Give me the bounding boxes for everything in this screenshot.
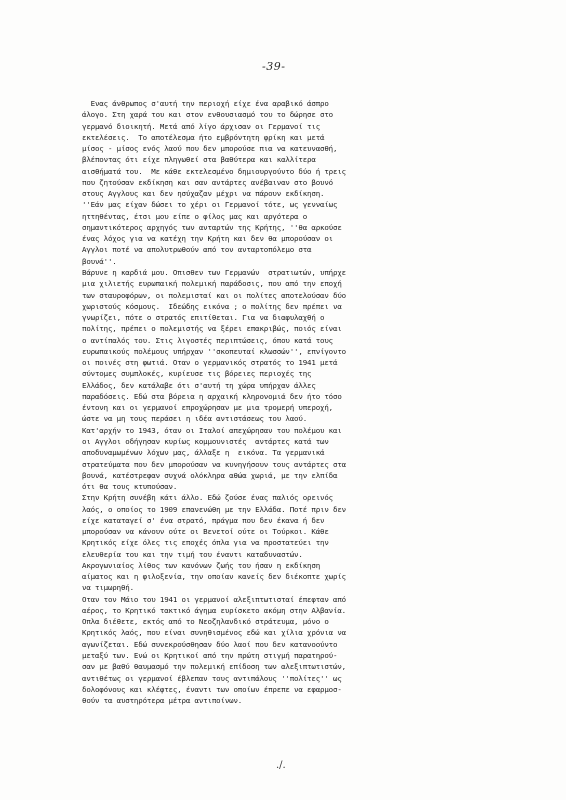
text-line: γερμανό διοικητή. Μετά από λίγο άρχισαν οι Γερμανοί τις	[82, 121, 321, 131]
text-line: μίσος - μίσος ενός λαού που δεν μπορούσε πια να κατευνασθή,	[82, 144, 338, 154]
text-line: οι Αγγλοι οδήγησαν κυρίως κομμουνιστές αντάρτες κατά των	[82, 436, 329, 446]
text-line: Αγγλοι ποτέ να απολυτρωθούν από τον ανταρτοπόλεμο στα	[82, 245, 312, 255]
text-line: πολίτης, πρέπει ο πολεμιστής να ξέρει επακριβώς, ποιός είναι	[82, 324, 342, 334]
text-line: Κρητικός είχε όλες τις εποχές όπλα για να προστατεύει την	[82, 538, 329, 548]
text-line: εκτελέσεις. Το αποτέλεσμα ήτο εμβρόντητη φρίκη και μετά	[82, 132, 325, 142]
text-line: ότι θα τους κτυπούσαν.	[82, 482, 178, 492]
text-line: ώστε να μη τους περάσει η ιδέα αντιστάσεως του λαού.	[82, 414, 308, 424]
text-line: ηττηθέντας, έτσι μου είπε ο φίλος μας και αργότερα ο	[82, 211, 308, 221]
text-line: Ελλάδος, δεν κατάλαβε ότι σ'αυτή τη χώρα υπήρχαν άλλες	[82, 380, 316, 390]
page-end-mark: ./.	[276, 760, 286, 771]
text-line: βουνά''.	[82, 256, 117, 266]
text-line: μεταξύ των. Ενώ οι Κρητικοί από την πρώτη στιγμή παρατηρού-	[82, 651, 338, 661]
text-line: αποδυναμωμένων λόχων μας, άλλαξε η εικόνα. Τα γερμανικά	[82, 448, 325, 458]
text-line: σύντομες συμπλοκές, κυρίευσε τις βόρειες περιοχές της	[82, 369, 312, 379]
text-line: βλέποντας ότι είχε πληγωθεί στα βαθύτερα και καλλίτερα	[82, 155, 316, 165]
text-line: Ακρογωνιαίος λίθος των κανόνων ζωής του ήσαν η εκδίκηση	[82, 560, 321, 570]
text-line: στρατεύματα που δεν μπορούσαν να κυνηγήσουν τους αντάρτες στα	[82, 459, 346, 469]
text-line: θούν τα αυστηρότερα μέτρα αντιποίνων.	[82, 696, 243, 706]
typescript-body	[82, 98, 522, 706]
text-line: γνωρίζει, πότε ο στρατός επιτίθεται. Για να διαφυλαχθή ο	[82, 313, 325, 323]
text-line: ελευθερία του και την τιμή του έναντι καταδυναστών.	[82, 549, 303, 559]
text-line: Βάρυνε η καρδιά μου. Οπισθεν των Γερμανών στρατιωτών, υπήρχε	[82, 267, 346, 277]
text-line: σαν με βαθύ θαυμασμό την πολεμική επίδοση των αλεξιπτωτιστών,	[82, 662, 346, 672]
text-line: οι ποινές στη φωτιά. Οταν ο γερμανικός στρατός το 1941 μετά	[82, 358, 338, 368]
text-line: που ζητούσαν εκδίκηση και σαν αντάρτες ανέβαιναν στο βουνό	[82, 177, 334, 187]
text-line: αίματος και η φιλοξενία, την οποίαν κανείς δεν διέκοπτε χωρίς	[82, 572, 346, 582]
text-line: σημαντικότερος αρχηγός των ανταρτών της Κρήτης, ''θα αρκούσε	[82, 222, 342, 232]
text-line: μια χιλιετής ευρωπαική πολεμική παράδοσις, που από την εποχή	[82, 279, 342, 289]
text-line: χωριστούς κόσμους. Ιδεώδης εικόνα ; ο πολίτης δεν πρέπει να	[82, 301, 342, 311]
text-line: άλογο. Στη χαρά του και στον ενθουσιασμό του το δώρησε στο	[82, 110, 334, 120]
text-line: ευρωπαικούς πολέμους υπήρχαν ''σκοπευταί κλωσσών'', επνίγοντο	[82, 346, 346, 356]
text-line: ο αντίπαλός του. Στις λιγοστές περιπτώσεις, όπου κατά τους	[82, 335, 334, 345]
text-line: να τιμωρηθή.	[82, 583, 134, 593]
text-line: Οπλα διέθετε, εκτός από το Νεοζηλανδικό στράτευμα, μόνο ο	[82, 617, 329, 627]
text-line: παραδόσεις. Εδώ στα βόρεια η αρχαική κληρονομιά δεν ήτο τόσο	[82, 391, 342, 401]
text-line: Οταν τον Μάιο του 1941 οι γερμανοί αλεξιπτωτισταί έπεφταν από	[82, 594, 346, 604]
text-line: αισθήματά του. Με κάθε εκτελεσμένο δημιουργούντο δύο ή τρεις	[82, 166, 346, 176]
text-line: μπορούσαν να κάνουν ούτε οι Βενετοί ούτε οι Τούρκοι. Κάθε	[82, 527, 329, 537]
text-line: ''Εάν μας είχαν δώσει το χέρι οι Γερμανοί τότε, ως γενναίως	[82, 200, 338, 210]
text-line: Κατ'αρχήν το 1943, όταν οι Ιταλοί απεχώρησαν του πολέμου και	[82, 425, 342, 435]
text-line: λαός, ο οποίος το 1909 επανενώθη με την Ελλάδα. Ποτέ πριν δεν	[82, 504, 346, 514]
text-line: έντονη και οι γερμανοί επροχώρησαν με μια τρομερή υπεροχή,	[82, 403, 334, 413]
text-line: είχε καταταγεί σ' ένα στρατό, πράγμα που δεν έκανα ή δεν	[82, 515, 325, 525]
text-line: δολοφόνους και κλέφτες, έναντι των οποίων έπρεπε να εφαρμοσ-	[82, 684, 342, 694]
text-line: αγωνίζεται. Εδώ συνεκρούσθησαν δύο λαοί που δεν κατανοούντο	[82, 639, 338, 649]
text-line: ένας λόχος για να κατέχη την Κρήτη και δεν θα μπορούσαν οι	[82, 234, 334, 244]
text-line: Ενας άνθρωπος σ'αυτή την περιοχή είχε ένα αραβικό άσπρο	[82, 99, 329, 108]
text-line: βουνά, κατέστρεφαν συχνά ολόκληρα αθώα χωριά, με την ελπίδα	[82, 470, 338, 480]
text-line: Στην Κρήτη συνέβη κάτι άλλο. Εδώ ζούσε ένας παλιός ορεινός	[82, 493, 334, 503]
text-line: Κρητικός λαός, που είναι συνηθισμένος εδώ και χίλια χρόνια να	[82, 628, 346, 638]
text-line: αέρος, το Κρητικό τακτικό άγημα ευρίσκετο ακόμη στην Αλβανία.	[82, 605, 346, 615]
text-line: των σταυροφόρων, οι πολεμισταί και οι πολίτες αποτελούσαν δύο	[82, 290, 346, 300]
page-number: -39-	[262, 60, 286, 73]
text-line: στους Αγγλους και δεν ησύχαζαν μέχρι να πάρουν εκδίκηση.	[82, 189, 325, 199]
text-line: αντιθέτως οι γερμανοί έβλεπαν τους αντιπάλους ''πολίτες'' ως	[82, 673, 342, 683]
